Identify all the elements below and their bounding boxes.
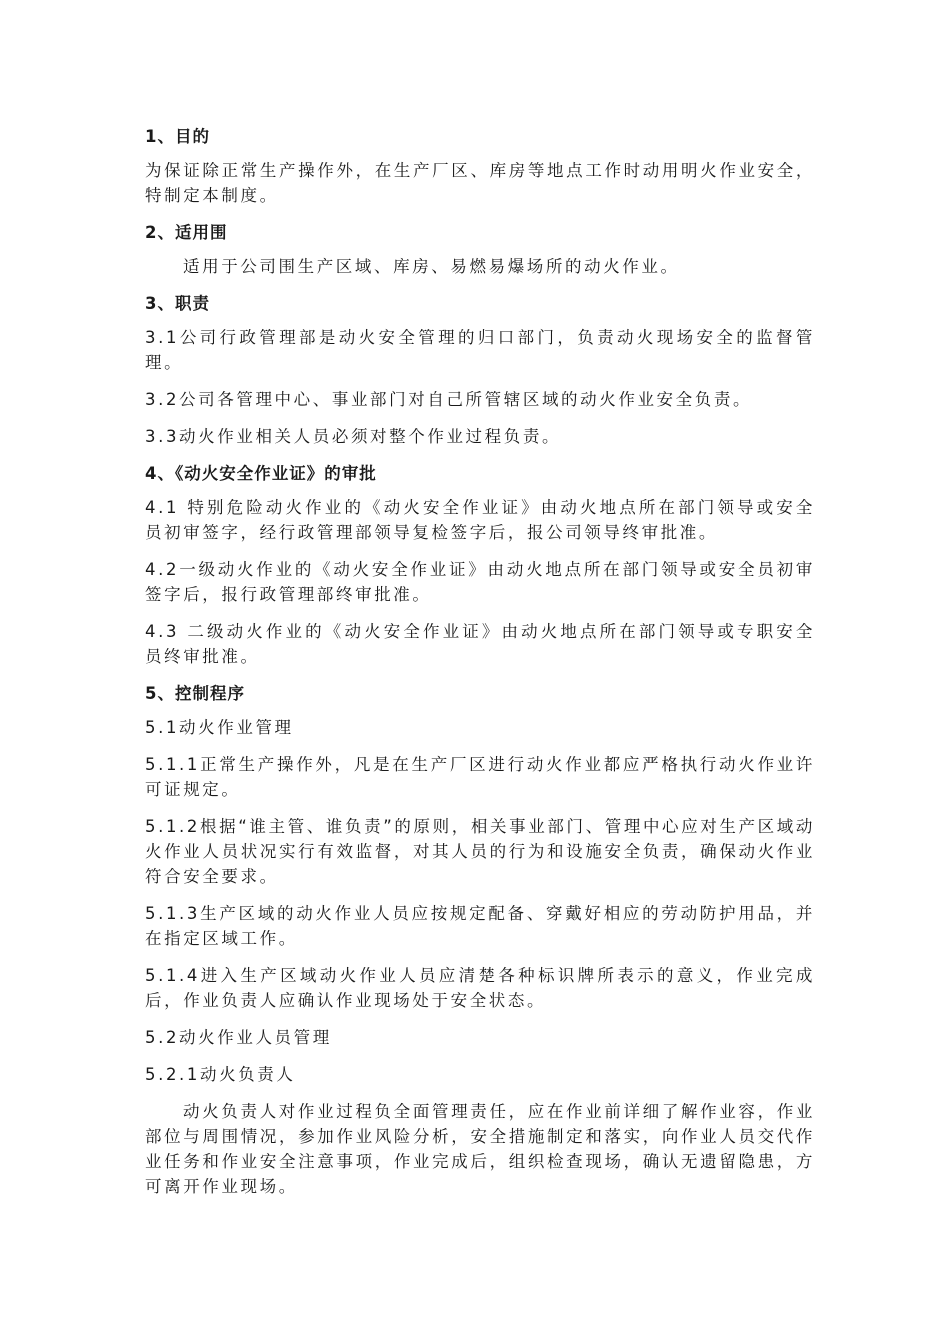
paragraph: 4.2一级动火作业的《动火安全作业证》由动火地点所在部门领导或安全员初审签字后，报行政管理部终审批准。	[145, 560, 815, 604]
paragraph: 5.2.1动火负责人	[145, 1065, 296, 1084]
paragraph: 5.1.4进入生产区域动火作业人员应清楚各种标识牌所表示的意义，作业完成后，作业负责人应确认作业现场处于安全状态。	[145, 966, 815, 1010]
paragraph: 适用于公司围生产区域、库房、易燃易爆场所的动火作业。	[183, 257, 680, 276]
paragraph: 5.1动火作业管理	[145, 718, 294, 737]
paragraph: 4.1 特别危险动火作业的《动火安全作业证》由动火地点所在部门领导或安全员初审签字，经行政管理部领导复检签字后，报公司领导终审批准。	[145, 498, 815, 542]
paragraph: 动火负责人对作业过程负全面管理责任，应在作业前详细了解作业容，作业部位与周围情况，参加作业风险分析，安全措施制定和落实，向作业人员交代作业任务和作业安全注意事项，作业完成后，组织检查现场，确认无遗留隐患，方可离开作业现场。	[145, 1102, 815, 1196]
section-heading-approval: 4、《动火安全作业证》的审批	[145, 464, 377, 483]
paragraph: 5.1.1正常生产操作外，凡是在生产厂区进行动火作业都应严格执行动火作业许可证规定。	[145, 755, 815, 799]
paragraph: 4.3 二级动火作业的《动火安全作业证》由动火地点所在部门领导或专职安全员终审批准。	[145, 622, 815, 666]
paragraph: 3.2公司各管理中心、事业部门对自己所管辖区域的动火作业安全负责。	[145, 390, 753, 409]
section-heading-scope: 2、适用围	[145, 223, 228, 242]
paragraph: 3.1公司行政管理部是动火安全管理的归口部门，负责动火现场安全的监督管理。	[145, 328, 815, 372]
paragraph: 为保证除正常生产操作外，在生产厂区、库房等地点工作时动用明火作业安全，特制定本制度。	[145, 161, 815, 205]
document-body	[145, 124, 815, 1211]
paragraph: 5.2动火作业人员管理	[145, 1028, 332, 1047]
paragraph: 5.1.3生产区域的动火作业人员应按规定配备、穿戴好相应的劳动防护用品，并在指定区域工作。	[145, 904, 815, 948]
paragraph: 5.1.2根据“谁主管、谁负责”的原则，相关事业部门、管理中心应对生产区域动火作业人员状况实行有效监督，对其人员的行为和设施安全负责，确保动火作业符合安全要求。	[145, 817, 815, 886]
section-heading-purpose: 1、目的	[145, 127, 210, 146]
paragraph: 3.3动火作业相关人员必须对整个作业过程负责。	[145, 427, 562, 446]
section-heading-control: 5、控制程序	[145, 684, 245, 703]
section-heading-responsibilities: 3、职责	[145, 294, 210, 313]
